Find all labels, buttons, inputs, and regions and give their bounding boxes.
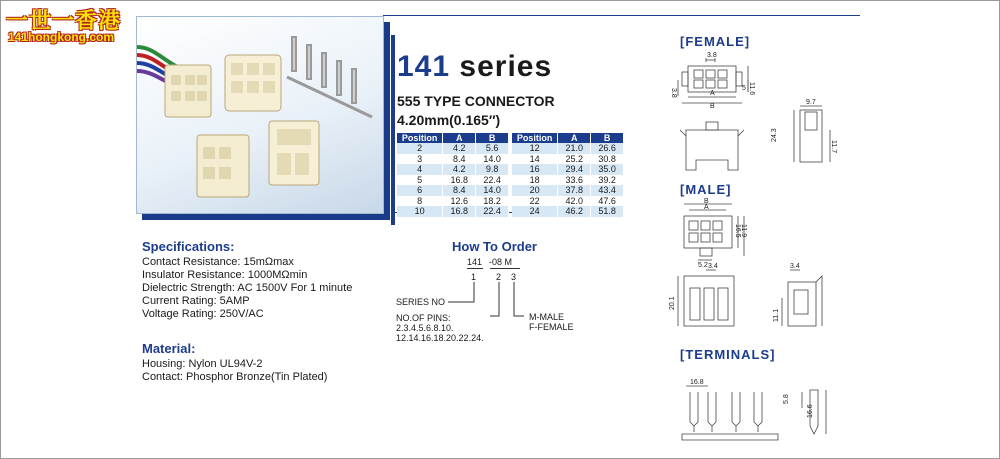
table-cell: 37.8 xyxy=(558,185,591,196)
product-photo xyxy=(136,16,384,214)
table-cell: 16.8 xyxy=(443,206,476,217)
table-cell: 6 xyxy=(397,185,443,196)
how-to-order-heading: How To Order xyxy=(452,239,537,254)
dim-label: 11.7 xyxy=(830,140,837,154)
order-pins-label: NO.OF PINS: xyxy=(396,313,451,323)
table-cell: 47.6 xyxy=(591,196,624,207)
order-code-rest: -08 M xyxy=(489,257,513,267)
dim-label: 11.1 xyxy=(773,308,780,322)
table-row xyxy=(512,206,624,217)
spec-line: Current Rating: 5AMP xyxy=(142,295,250,307)
order-pins-line2: 12.14.16.18.20.22.24. xyxy=(396,333,484,343)
table-cell: 29.4 xyxy=(558,164,591,175)
table-row xyxy=(397,196,509,207)
table-cell: 30.8 xyxy=(591,154,624,165)
table-cell: 20 xyxy=(512,185,558,196)
table-row xyxy=(397,143,509,154)
dim-label: 3.8 xyxy=(707,52,717,59)
dim-label: 20.1 xyxy=(669,296,676,310)
table-row xyxy=(512,164,624,175)
table-cell: 22.4 xyxy=(476,206,509,217)
table-cell: 14 xyxy=(512,154,558,165)
table-header: B xyxy=(591,133,624,143)
table-cell: 24 xyxy=(512,206,558,217)
terminals-drawing xyxy=(670,378,840,444)
table-row xyxy=(397,154,509,165)
table-cell: 4.2 xyxy=(443,164,476,175)
male-drawing xyxy=(670,198,850,340)
table-cell: 8.4 xyxy=(443,154,476,165)
order-series-no: SERIES NO xyxy=(396,297,446,307)
table-row xyxy=(397,164,509,175)
series-number: 141 xyxy=(397,50,451,83)
table-header: A xyxy=(558,133,591,143)
table-row xyxy=(512,185,624,196)
dimension-table-right xyxy=(512,133,624,217)
dim-label: B xyxy=(710,103,715,110)
dim-label: 5.2 xyxy=(698,262,708,269)
dim-label: 16.8 xyxy=(690,379,704,386)
order-gender-female: F-FEMALE xyxy=(529,322,574,332)
table-cell: 5 xyxy=(397,175,443,186)
dim-label: 11.6 xyxy=(748,82,755,96)
table-row xyxy=(512,196,624,207)
table-cell: 12.6 xyxy=(443,196,476,207)
table-cell: 3 xyxy=(397,154,443,165)
order-underline xyxy=(490,268,520,269)
table-row xyxy=(397,206,509,217)
material-line: Contact: Phosphor Bronze(Tin Plated) xyxy=(142,371,328,383)
table-cell: 14.0 xyxy=(476,185,509,196)
female-drawing xyxy=(670,50,850,190)
table-cell: 18 xyxy=(512,175,558,186)
connector-photo-illustration xyxy=(137,17,383,213)
table-header: Position xyxy=(512,133,558,143)
table-cell: 35.0 xyxy=(591,164,624,175)
dim-label: 9.7 xyxy=(806,99,816,106)
table-cell: 43.4 xyxy=(591,185,624,196)
dim-label: 5 xyxy=(742,85,746,92)
decorative-bar xyxy=(391,35,395,225)
dim-label: 24.3 xyxy=(771,128,778,142)
order-pins-line1: 2.3.4.5.6.8.10. xyxy=(396,323,454,333)
table-header: A xyxy=(443,133,476,143)
order-index-2: 2 xyxy=(496,272,502,282)
dimension-table-left xyxy=(397,133,509,217)
table-header: B xyxy=(476,133,509,143)
dim-label: A xyxy=(710,90,715,97)
dim-label: 5.8 xyxy=(783,394,790,404)
table-cell: 25.2 xyxy=(558,154,591,165)
dim-label: 16.5 xyxy=(734,224,741,238)
table-cell: 9.8 xyxy=(476,164,509,175)
table-row xyxy=(512,154,624,165)
table-cell: 21.0 xyxy=(558,143,591,154)
dim-label: 3.8 xyxy=(670,88,677,98)
table-row xyxy=(397,185,509,196)
female-section-title: [FEMALE] xyxy=(680,34,751,49)
table-cell: 18.2 xyxy=(476,196,509,207)
spec-line: Dielectric Strength: AC 1500V For 1 minute xyxy=(142,282,353,294)
table-cell: 12 xyxy=(512,143,558,154)
table-cell: 22.4 xyxy=(476,175,509,186)
male-section-title: [MALE] xyxy=(680,182,732,197)
table-cell: 14.0 xyxy=(476,154,509,165)
pitch-spec: 4.20mm(0.165″) xyxy=(397,112,501,128)
table-cell: 33.6 xyxy=(558,175,591,186)
terminals-section-title: [TERMINALS] xyxy=(680,347,776,362)
order-gender-male: M-MALE xyxy=(529,312,565,322)
table-cell: 39.2 xyxy=(591,175,624,186)
series-title xyxy=(397,50,552,84)
table-cell: 46.2 xyxy=(558,206,591,217)
order-code-series: 141 xyxy=(467,257,483,267)
table-header: Position xyxy=(397,133,443,143)
watermark-url: 141hongkong.com xyxy=(8,30,115,44)
order-index-1: 1 xyxy=(471,272,477,282)
series-word: series xyxy=(459,50,553,83)
dim-label: 3.4 xyxy=(790,263,800,270)
dim-label: B xyxy=(704,198,709,205)
table-cell: 8.4 xyxy=(443,185,476,196)
table-cell: 4.2 xyxy=(443,143,476,154)
table-row xyxy=(512,143,624,154)
material-heading: Material: xyxy=(142,341,196,356)
table-cell: 2 xyxy=(397,143,443,154)
spec-line: Insulator Resistance: 1000MΩmin xyxy=(142,269,308,281)
table-cell: 8 xyxy=(397,196,443,207)
decorative-line xyxy=(383,15,860,16)
table-cell: 5.6 xyxy=(476,143,509,154)
dim-label: 3.4 xyxy=(708,263,718,270)
table-row xyxy=(397,175,509,186)
specifications-heading: Specifications: xyxy=(142,239,235,254)
dim-label: A xyxy=(704,204,709,211)
spec-line: Voltage Rating: 250V/AC xyxy=(142,308,264,320)
material-line: Housing: Nylon UL94V-2 xyxy=(142,358,263,370)
table-cell: 51.8 xyxy=(591,206,624,217)
table-cell: 4 xyxy=(397,164,443,175)
watermark-title: 一世一香港 xyxy=(6,9,122,34)
table-cell: 16 xyxy=(512,164,558,175)
dim-label: 11.9 xyxy=(740,224,747,238)
spec-line: Contact Resistance: 15mΩmax xyxy=(142,256,294,268)
table-row xyxy=(512,175,624,186)
order-index-3: 3 xyxy=(511,272,517,282)
connector-type: 555 TYPE CONNECTOR xyxy=(397,93,555,109)
table-cell: 26.6 xyxy=(591,143,624,154)
table-cell: 42.0 xyxy=(558,196,591,207)
table-cell: 10 xyxy=(397,206,443,217)
table-cell: 22 xyxy=(512,196,558,207)
order-underline xyxy=(467,268,483,269)
table-cell: 16.8 xyxy=(443,175,476,186)
dim-label: 16.6 xyxy=(807,404,814,418)
